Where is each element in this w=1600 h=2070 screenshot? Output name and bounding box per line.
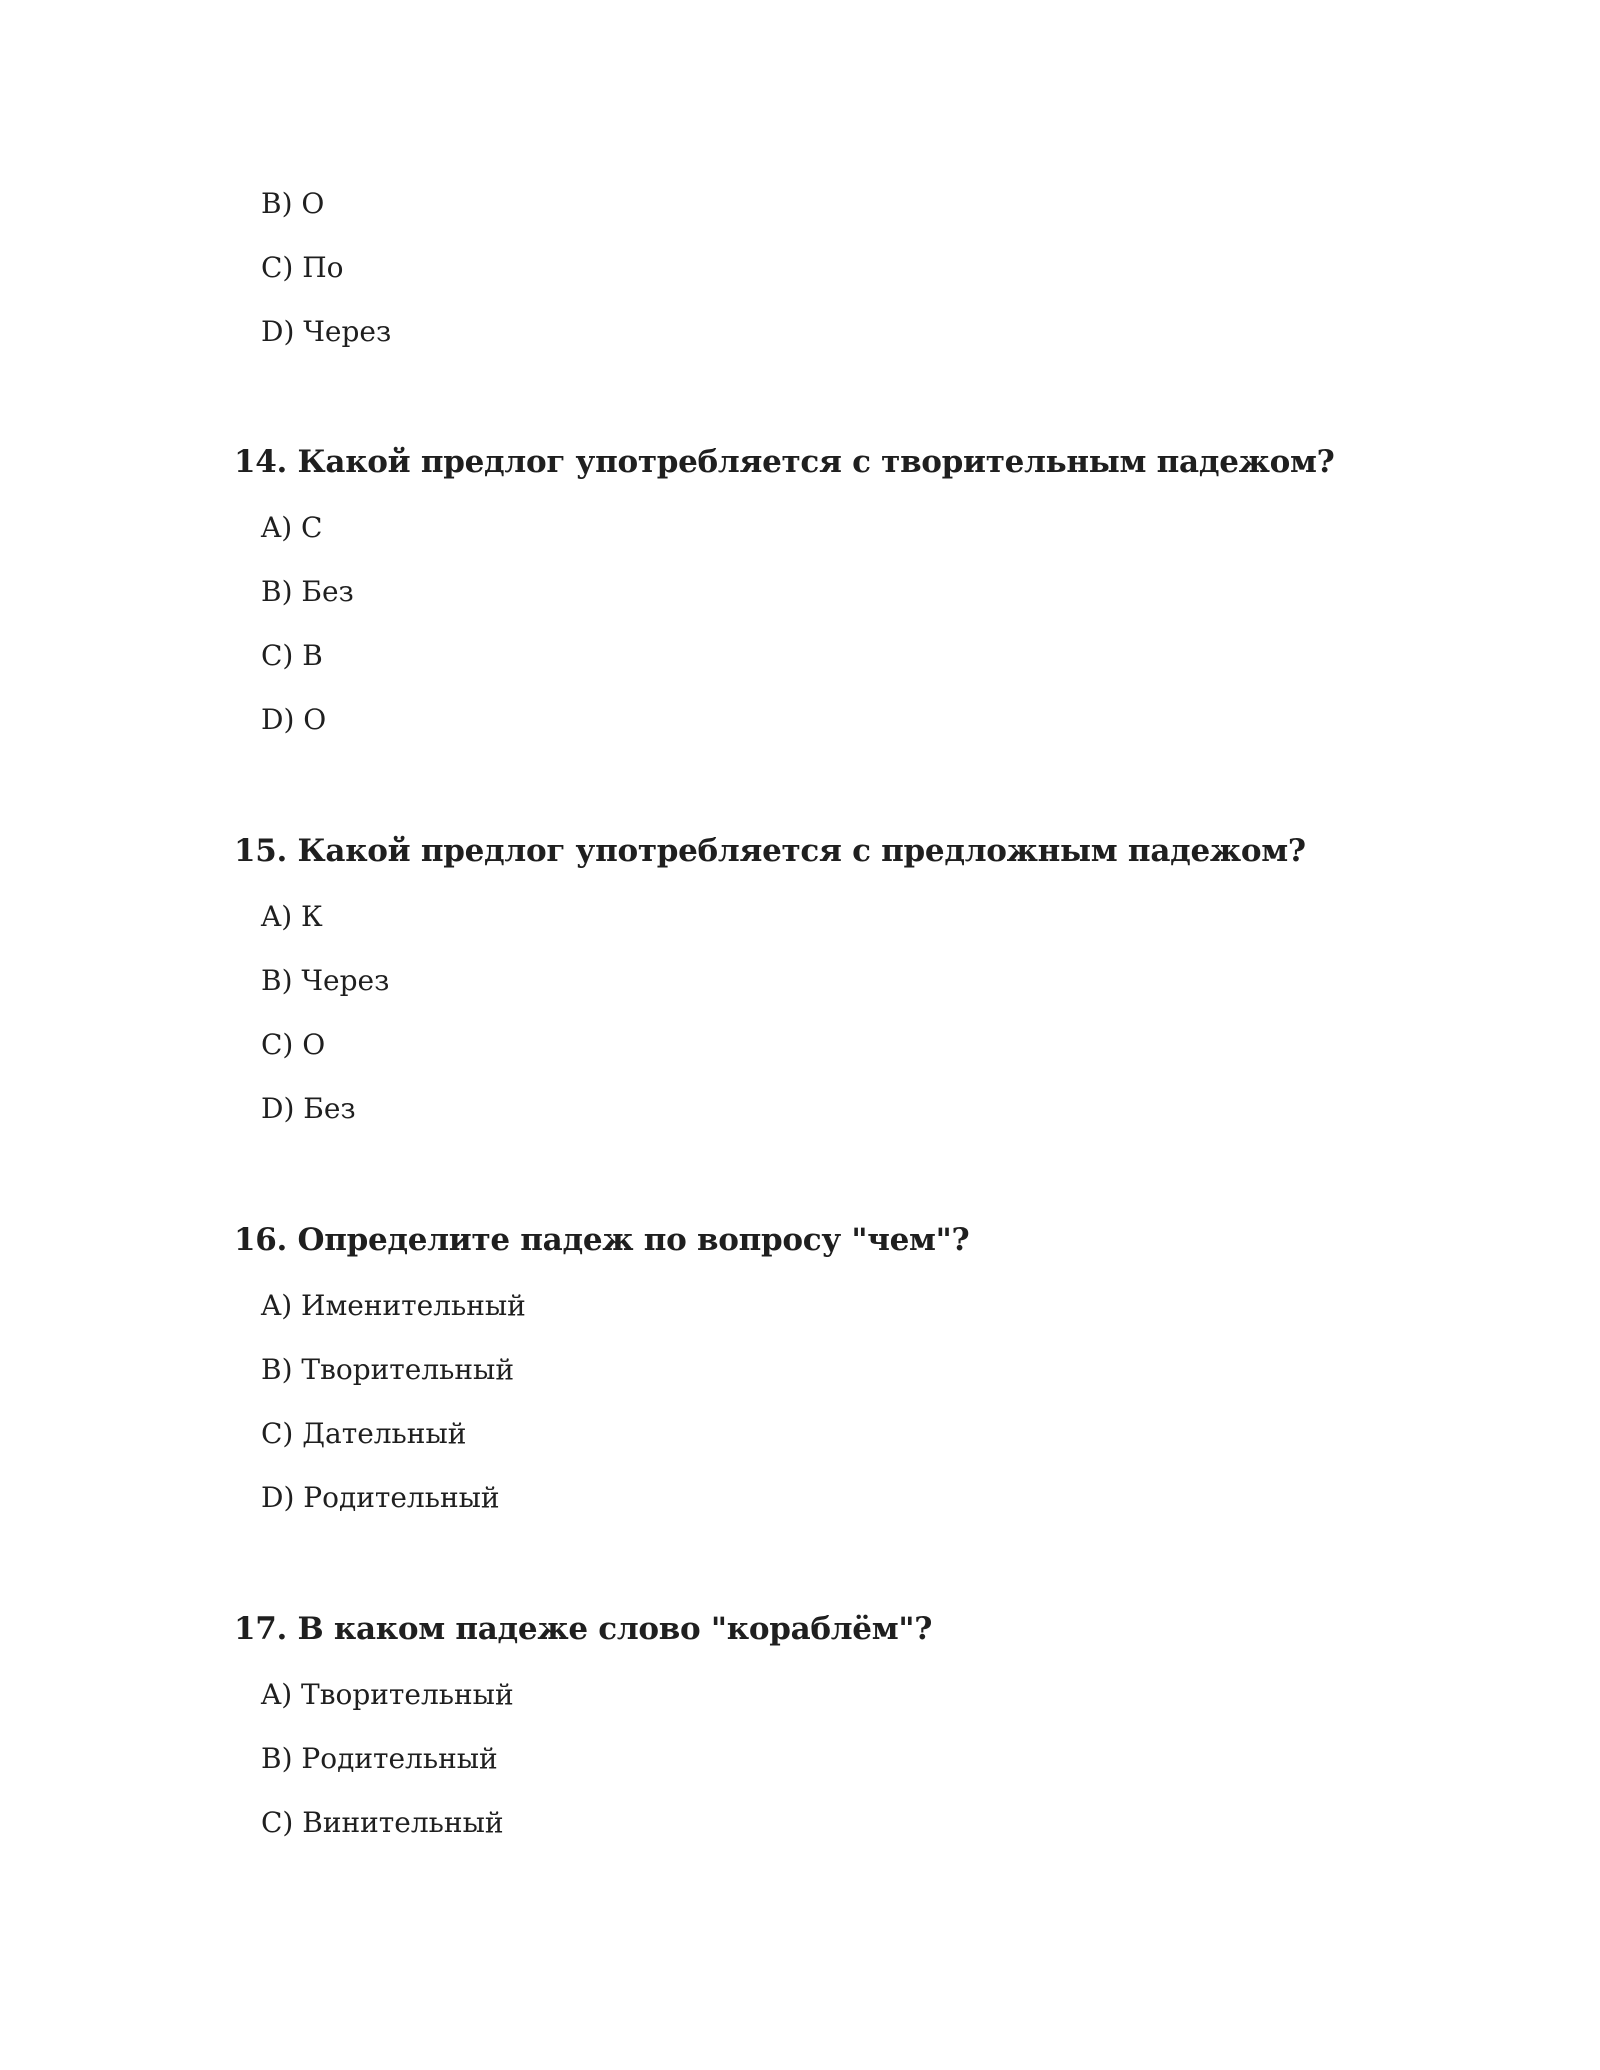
option-a: A) Творительный bbox=[261, 1678, 514, 1711]
option-b: B) Через bbox=[261, 964, 390, 997]
question-title: 16. Определите падеж по вопросу "чем"? bbox=[234, 1222, 970, 1258]
option-b: B) Родительный bbox=[261, 1742, 498, 1775]
option-d: D) Без bbox=[261, 1092, 356, 1125]
question-title: 17. В каком падеже слово "кораблём"? bbox=[234, 1611, 933, 1647]
option-c: C) О bbox=[261, 1028, 326, 1061]
option-c: C) Винительный bbox=[261, 1806, 504, 1839]
option-a: A) С bbox=[261, 511, 323, 544]
option-d: D) Через bbox=[261, 315, 392, 348]
option-d: D) О bbox=[261, 703, 327, 736]
option-a: A) К bbox=[261, 900, 323, 933]
question-title: 15. Какой предлог употребляется с предложным падежом? bbox=[234, 833, 1306, 869]
option-b: B) Творительный bbox=[261, 1353, 514, 1386]
question-title: 14. Какой предлог употребляется с творительным падежом? bbox=[234, 444, 1335, 480]
option-c: C) Дательный bbox=[261, 1417, 467, 1450]
option-b: B) О bbox=[261, 187, 325, 220]
option-c: C) По bbox=[261, 251, 344, 284]
option-b: B) Без bbox=[261, 575, 354, 608]
option-a: A) Именительный bbox=[261, 1289, 526, 1322]
option-d: D) Родительный bbox=[261, 1481, 500, 1514]
option-c: C) В bbox=[261, 639, 323, 672]
